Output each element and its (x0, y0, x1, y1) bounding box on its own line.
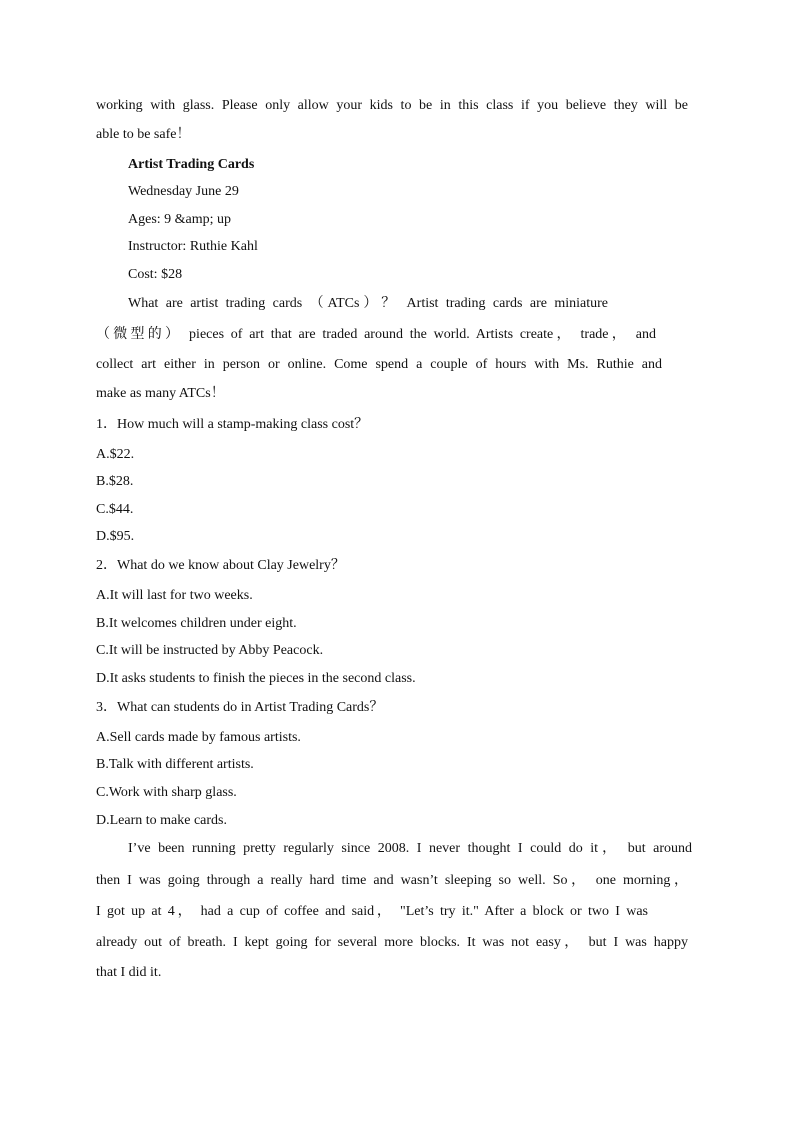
section-title: Artist Trading Cards (128, 157, 255, 172)
question-3-option-c: C.Work with sharp glass. (96, 785, 237, 800)
question-3-stem: 3．What can students do in Artist Trading Cards？ (96, 700, 384, 715)
course-desc-line-3: collect art either in person or online. Come spend a couple of hours with Ms. Ruthie and (96, 357, 662, 372)
intro-line-2: able to be safe！ (96, 127, 191, 142)
question-3-option-b: B.Talk with different artists. (96, 757, 254, 772)
question-2-option-a: A.It will last for two weeks. (96, 588, 253, 603)
question-2-option-d: D.It asks students to finish the pieces in the second class. (96, 671, 416, 686)
question-1-stem: 1．How much will a stamp-making class cost？ (96, 417, 369, 432)
question-1-option-a: A.$22. (96, 447, 135, 462)
question-3-option-d: D.Learn to make cards. (96, 813, 227, 828)
question-1-option-c: C.$44. (96, 502, 134, 517)
course-ages: Ages: 9 &amp; up (128, 212, 232, 227)
passage-line-2: then I was going through a really hard time and wasn’t sleeping so well. So， one morning， (96, 873, 688, 888)
passage-line-3: I got up at 4， had a cup of coffee and said， "Let’s try it." After a block or two I was (96, 904, 648, 919)
question-2-option-c: C.It will be instructed by Abby Peacock. (96, 643, 324, 658)
course-desc-line-2: （微型的） pieces of art that are traded around the world. Artists create， trade， and (96, 327, 656, 342)
course-instructor: Instructor: Ruthie Kahl (128, 239, 258, 254)
course-desc-line-1: What are artist trading cards （ATCs）？ Artist trading cards are miniature (128, 296, 608, 311)
question-2-option-b: B.It welcomes children under eight. (96, 616, 297, 631)
passage-line-5: that I did it. (96, 965, 162, 980)
passage-line-1: I’ve been running pretty regularly since 2008. I never thought I could do it， but around (128, 841, 692, 856)
question-1-option-b: B.$28. (96, 474, 134, 489)
question-1-option-d: D.$95. (96, 529, 135, 544)
course-desc-line-4: make as many ATCs！ (96, 386, 225, 401)
question-3-option-a: A.Sell cards made by famous artists. (96, 730, 301, 745)
intro-line-1: working with glass. Please only allow your kids to be in this class if you believe they will be (96, 98, 688, 113)
question-2-stem: 2．What do we know about Clay Jewelry？ (96, 558, 345, 573)
passage-line-4: already out of breath. I kept going for several more blocks. It was not easy， but I was happy (96, 935, 688, 950)
course-date: Wednesday June 29 (128, 184, 239, 199)
course-cost: Cost: $28 (128, 267, 183, 282)
